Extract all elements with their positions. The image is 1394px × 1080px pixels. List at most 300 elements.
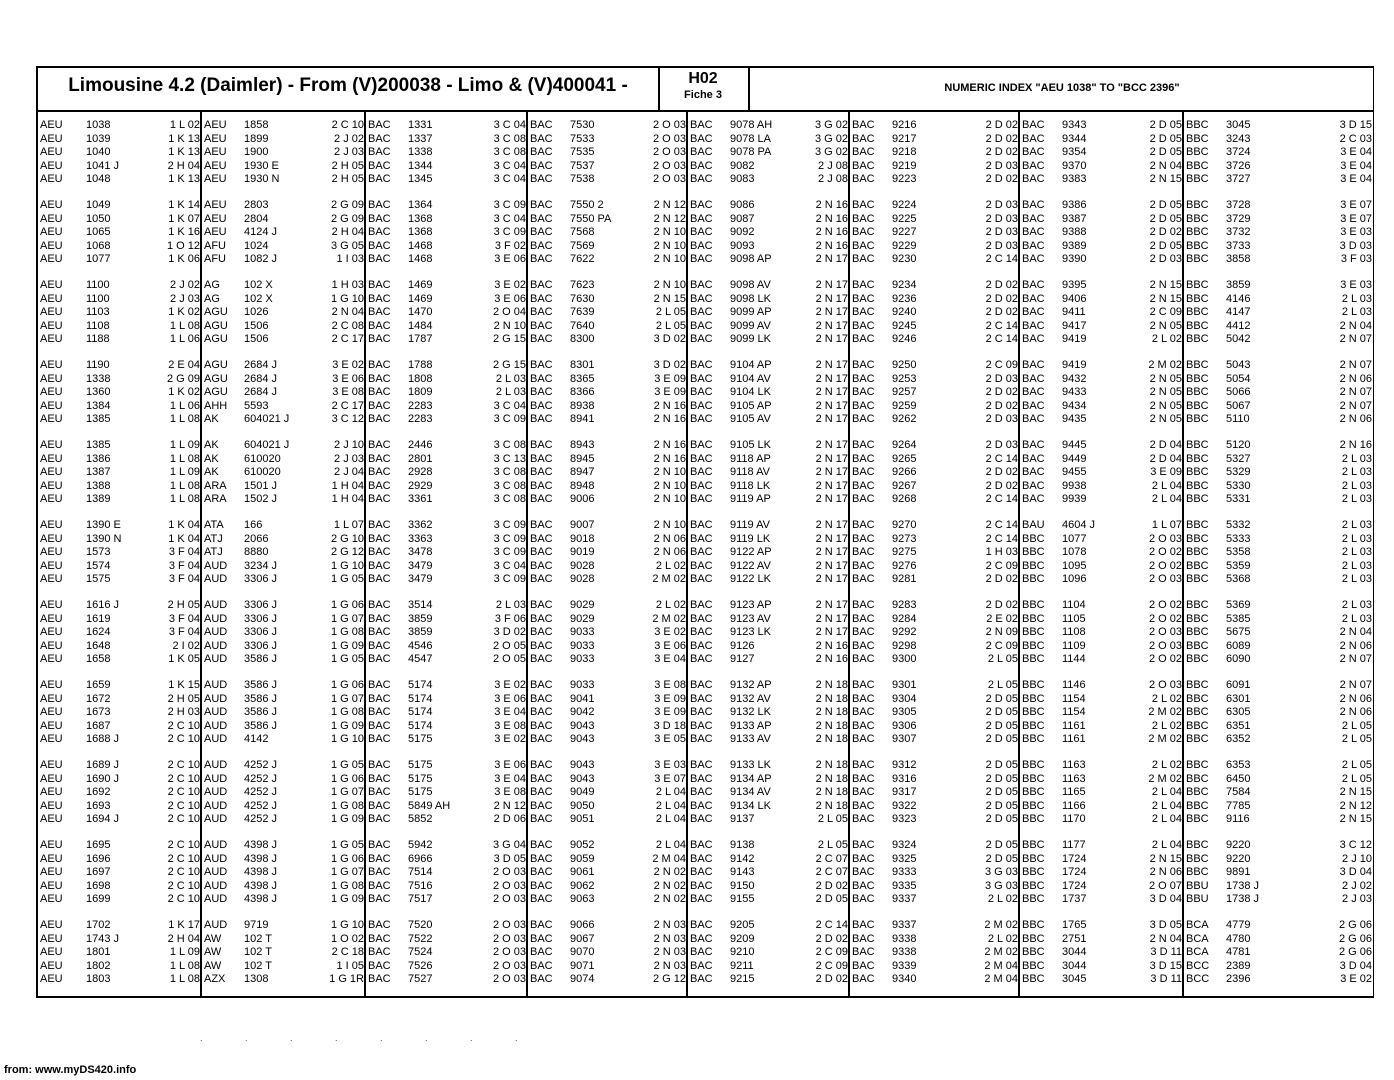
fiche-location: 2 C 07 [815, 852, 848, 865]
part-number: 3729 [1226, 212, 1251, 225]
part-prefix: BAC [530, 679, 553, 691]
fiche-location: 2 C 10 [167, 786, 200, 799]
fiche-location: 2 L 04 [1151, 493, 1182, 506]
part-number: 9298 [892, 639, 917, 652]
part-prefix: BAC [530, 399, 553, 412]
table-row [528, 438, 688, 452]
part-number: 9078 AH [730, 119, 773, 131]
fiche-location: 2 C 10 [167, 893, 200, 906]
part-prefix: AEU [40, 466, 63, 479]
fiche-location: 2 L 04 [1151, 786, 1182, 799]
part-number: 1108 [86, 319, 110, 332]
part-prefix: BBC [1186, 279, 1209, 291]
part-number: 9132 LK [730, 706, 771, 719]
fiche-location: 2 M 02 [1148, 706, 1182, 719]
part-prefix: AUD [204, 612, 228, 625]
part-number: 8300 [570, 333, 595, 346]
part-number: 1040 [86, 146, 111, 159]
part-prefix: AUD [204, 692, 228, 705]
part-number: 3306 J [244, 626, 278, 639]
part-prefix: BAC [1022, 199, 1045, 211]
part-prefix: BAC [690, 612, 713, 625]
part-prefix: BAC [368, 212, 391, 225]
part-number: 9049 [570, 786, 595, 799]
part-number: 1900 [244, 146, 269, 159]
part-number: 604021 J [244, 413, 290, 426]
part-number: 1388 [86, 479, 111, 492]
table-row [528, 118, 688, 132]
part-prefix: BBC [1022, 799, 1045, 812]
part-prefix: BAC [690, 706, 713, 719]
part-number: 1702 [86, 919, 111, 931]
part-number: 7530 [570, 119, 595, 131]
table-row [850, 225, 1020, 239]
table-row [38, 572, 202, 586]
part-prefix: BBC [1022, 719, 1045, 732]
fiche-location: 3 E 09 [654, 386, 686, 399]
table-row [850, 879, 1020, 893]
part-prefix: BBC [1186, 439, 1209, 451]
part-number: 4252 J [244, 786, 278, 799]
table-row [38, 945, 202, 959]
part-number: 9229 [892, 239, 917, 252]
table-row [202, 785, 366, 799]
part-prefix: BAC [368, 386, 391, 399]
fiche-location: 2 D 03 [985, 439, 1018, 451]
part-prefix: BAC [690, 692, 713, 705]
part-prefix: BAC [530, 146, 553, 159]
fiche-location: 3 E 08 [494, 786, 526, 799]
fiche-location: 2 N 03 [653, 959, 686, 972]
part-number: 9275 [892, 546, 917, 559]
part-number: 9043 [570, 719, 595, 732]
part-number: 8941 [570, 413, 595, 426]
part-prefix: BAC [530, 919, 553, 931]
part-number: 1096 [1062, 573, 1087, 586]
fiche-location: 2 N 07 [1339, 399, 1372, 412]
part-prefix: AK [204, 466, 219, 479]
part-prefix: BAC [530, 212, 553, 225]
table-row [202, 559, 366, 573]
part-prefix: AEU [40, 292, 63, 305]
part-prefix: AUD [204, 599, 228, 611]
fiche-location: 2 N 06 [653, 532, 686, 545]
table-row [688, 305, 850, 319]
part-number: 102 X [244, 279, 273, 291]
part-prefix: BBC [1022, 866, 1045, 879]
part-number: 9335 [892, 879, 917, 892]
fiche-location: 2 N 10 [653, 519, 686, 531]
table-row [202, 252, 366, 266]
table-row [850, 252, 1020, 266]
part-prefix: BAC [1022, 439, 1045, 451]
table-row [202, 852, 366, 866]
table-row [1184, 465, 1374, 479]
part-prefix: BAC [690, 359, 713, 371]
table-row [850, 545, 1020, 559]
table-row [528, 879, 688, 893]
fiche-location: 2 N 12 [653, 199, 686, 211]
part-number: 6089 [1226, 639, 1251, 652]
part-prefix: BAC [690, 146, 713, 159]
fiche-location: 2 N 15 [1149, 279, 1182, 291]
fiche-location: 2 D 05 [985, 813, 1018, 826]
part-prefix: BCC [1186, 959, 1210, 972]
part-prefix: AEU [40, 612, 63, 625]
part-prefix: BAC [690, 212, 713, 225]
part-number: 1331 [408, 119, 433, 131]
table-row [1184, 972, 1374, 986]
part-number: 5174 [408, 679, 433, 691]
part-number: 1858 [244, 119, 269, 131]
fiche-location: 2 N 16 [815, 226, 848, 239]
table-row [366, 225, 528, 239]
fiche-location: 2 D 05 [815, 893, 848, 906]
part-number: 9317 [892, 786, 917, 799]
part-number: 9445 [1062, 439, 1087, 451]
table-row [366, 678, 528, 692]
part-number: 1738 J [1226, 893, 1260, 906]
table-row [528, 612, 688, 626]
part-prefix: BAC [690, 292, 713, 305]
table-row [1020, 198, 1184, 212]
part-number: 9043 [570, 733, 595, 746]
fiche-location: 2 D 05 [985, 786, 1018, 799]
part-number: 9268 [892, 493, 917, 506]
table-row [38, 132, 202, 146]
part-prefix: AEU [40, 159, 63, 172]
part-number: 9067 [570, 932, 595, 945]
table-row [528, 145, 688, 159]
part-number: 9939 [1062, 493, 1087, 506]
part-number: 5174 [408, 706, 433, 719]
part-prefix: AEU [40, 692, 63, 705]
part-number: 1041 J [86, 159, 120, 172]
part-prefix: BAC [852, 946, 875, 959]
part-number: 9123 LK [730, 626, 771, 639]
table-row [1020, 612, 1184, 626]
fiche-location: 2 L 03 [1341, 479, 1372, 492]
fiche-location: 2 N 17 [815, 479, 848, 492]
fiche-location: 2 N 10 [653, 479, 686, 492]
part-number: 6352 [1226, 733, 1251, 746]
part-prefix: BAC [690, 399, 713, 412]
table-row [366, 358, 528, 372]
table-row [528, 559, 688, 573]
fiche-location: 2 L 02 [1151, 759, 1182, 771]
fiche-location: 1 H 04 [331, 493, 364, 506]
part-number: 4547 [408, 653, 433, 666]
part-prefix: BAC [530, 932, 553, 945]
part-number: 9122 AV [730, 559, 771, 572]
part-prefix: ATA [204, 519, 224, 531]
table-row [688, 532, 850, 546]
part-prefix: BBC [1186, 159, 1209, 172]
fiche-location: 3 C 08 [493, 146, 526, 159]
fiche-location: 3 C 08 [493, 439, 526, 451]
table-row [1184, 198, 1374, 212]
part-prefix: BBC [1022, 706, 1045, 719]
fiche-location: 2 C 10 [167, 866, 200, 879]
table-row [1184, 879, 1374, 893]
part-prefix: BAC [530, 279, 553, 291]
part-prefix: BBC [1186, 532, 1209, 545]
table-row [688, 159, 850, 173]
table-row [850, 465, 1020, 479]
fiche-location: 2 N 12 [1339, 799, 1372, 812]
part-number: 2751 [1062, 932, 1087, 945]
part-prefix: BAC [368, 653, 391, 666]
table-row [366, 652, 528, 666]
fiche-location: 3 G 03 [984, 866, 1018, 879]
part-number: 1724 [1062, 852, 1087, 865]
fiche-location: 2 N 06 [653, 546, 686, 559]
table-row [1184, 545, 1374, 559]
part-prefix: BBC [1186, 692, 1209, 705]
part-prefix: BAC [368, 132, 391, 145]
fiche-location: 1 L 08 [169, 973, 200, 986]
fiche-location: 3 E 02 [494, 733, 526, 746]
part-prefix: BAC [368, 946, 391, 959]
table-row [366, 479, 528, 493]
table-row [688, 612, 850, 626]
part-number: 9033 [570, 626, 595, 639]
table-row [366, 598, 528, 612]
fiche-location: 2 N 16 [815, 199, 848, 211]
table-row [528, 692, 688, 706]
part-prefix: ATJ [204, 546, 223, 559]
part-number: 9123 AP [730, 599, 772, 611]
table-row [688, 572, 850, 586]
table-row [1020, 705, 1184, 719]
part-number: 9033 [570, 653, 595, 666]
part-prefix: AGU [204, 306, 228, 319]
part-number: 9390 [1062, 253, 1087, 266]
part-number: 9312 [892, 759, 917, 771]
fiche-location: 1 G 05 [330, 759, 364, 771]
part-prefix: BCA [1186, 946, 1209, 959]
part-prefix: AW [204, 959, 222, 972]
fiche-location: 2 C 18 [331, 946, 364, 959]
table-row [38, 239, 202, 253]
part-number: 1190 [86, 359, 110, 371]
part-prefix: BBC [1186, 626, 1209, 639]
fiche-location: 2 D 05 [985, 692, 1018, 705]
part-prefix: BAC [852, 973, 875, 986]
part-number: 7535 [570, 146, 595, 159]
part-number: 9099 AP [730, 306, 772, 319]
table-row [850, 838, 1020, 852]
part-prefix: BAC [852, 919, 875, 931]
part-prefix: BAC [368, 786, 391, 799]
table-row [528, 172, 688, 186]
fiche-location: 3 F 04 [168, 546, 200, 559]
table-row [688, 145, 850, 159]
part-prefix: BAC [530, 372, 553, 385]
fiche-location: 2 O 03 [492, 959, 526, 972]
fiche-location: 2 L 03 [495, 372, 526, 385]
fiche-location: 2 L 03 [1341, 573, 1372, 586]
fiche-location: 2 N 10 [653, 279, 686, 291]
fiche-location: 2 D 02 [985, 479, 1018, 492]
fiche-location: 2 N 07 [1339, 333, 1372, 346]
fiche-location: 2 D 02 [985, 399, 1018, 412]
fiche-location: 1 L 06 [169, 399, 200, 412]
fiche-location: 2 D 04 [1149, 439, 1182, 451]
part-prefix: AEU [204, 146, 227, 159]
part-number: 3479 [408, 559, 433, 572]
part-prefix: BAC [1022, 479, 1045, 492]
part-prefix: BAC [852, 279, 875, 291]
fiche-location: 2 M 02 [652, 573, 686, 586]
part-number: 1724 [1062, 866, 1087, 879]
table-row [202, 118, 366, 132]
fiche-location: 2 N 04 [331, 306, 364, 319]
table-row [688, 372, 850, 386]
table-row [38, 972, 202, 986]
table-row [850, 438, 1020, 452]
table-row [1184, 652, 1374, 666]
part-prefix: AUD [204, 653, 228, 666]
part-prefix: BAC [368, 372, 391, 385]
table-row [688, 932, 850, 946]
part-number: 2446 [408, 439, 433, 451]
part-number: 166 [244, 519, 263, 531]
fiche-location: 2 N 16 [815, 653, 848, 666]
table-row [38, 479, 202, 493]
table-row [366, 292, 528, 306]
part-prefix: BAC [530, 532, 553, 545]
part-prefix: BBC [1022, 786, 1045, 799]
part-prefix: BBC [1186, 466, 1209, 479]
part-number: 7520 [408, 919, 433, 931]
part-prefix: BAC [1022, 319, 1045, 332]
part-number: 9043 [570, 759, 595, 771]
fiche-location: 2 L 03 [1341, 466, 1372, 479]
table-row [1184, 852, 1374, 866]
fiche-location: 2 L 02 [1151, 692, 1182, 705]
part-prefix: BAC [690, 159, 713, 172]
part-prefix: BAC [852, 333, 875, 346]
table-row [528, 598, 688, 612]
part-prefix: BAC [690, 439, 713, 451]
part-number: 4546 [408, 639, 433, 652]
part-number: 1484 [408, 319, 433, 332]
table-row [202, 545, 366, 559]
part-number: 5042 [1226, 333, 1251, 346]
part-prefix: BAC [690, 719, 713, 732]
part-prefix: AUD [204, 893, 228, 906]
part-prefix: BBC [1186, 359, 1209, 371]
table-row [688, 252, 850, 266]
table-row [366, 559, 528, 573]
fiche-location: 2 O 03 [492, 946, 526, 959]
part-number: 7527 [408, 973, 433, 986]
table-row [202, 132, 366, 146]
part-number: 9265 [892, 452, 917, 465]
part-prefix: BBC [1186, 839, 1209, 851]
table-row [366, 932, 528, 946]
fiche-location: 3 E 03 [1340, 226, 1372, 239]
part-prefix: AEU [40, 173, 63, 186]
table-row [528, 639, 688, 653]
table-row [528, 852, 688, 866]
part-prefix: BAC [1022, 239, 1045, 252]
fiche-location: 2 N 06 [1339, 372, 1372, 385]
part-number: 1389 [86, 493, 111, 506]
fiche-location: 2 C 14 [985, 253, 1018, 266]
fiche-location: 2 G 09 [166, 372, 200, 385]
part-prefix: BAC [690, 226, 713, 239]
table-row [1020, 692, 1184, 706]
table-row [1020, 372, 1184, 386]
part-number: 9250 [892, 359, 917, 371]
part-prefix: AEU [40, 719, 63, 732]
part-number: 3514 [408, 599, 433, 611]
part-number: 1692 [86, 786, 111, 799]
part-prefix: BAC [1022, 226, 1045, 239]
fiche-location: 2 D 02 [985, 292, 1018, 305]
table-row [38, 719, 202, 733]
fiche-location: 2 N 17 [815, 493, 848, 506]
table-row [202, 812, 366, 826]
fiche-location: 2 D 03 [985, 372, 1018, 385]
part-number: 9383 [1062, 173, 1087, 186]
part-number: 9323 [892, 813, 917, 826]
part-prefix: BBC [1186, 866, 1209, 879]
fiche-location: 2 J 08 [818, 173, 848, 186]
fiche-location: 2 N 17 [815, 292, 848, 305]
part-prefix: AEU [40, 493, 63, 506]
part-number: 9019 [570, 546, 595, 559]
part-number: 4779 [1226, 919, 1251, 931]
part-prefix: BAC [852, 733, 875, 746]
part-number: 7517 [408, 893, 433, 906]
table-row [38, 625, 202, 639]
table-row [38, 639, 202, 653]
part-prefix: BAC [852, 786, 875, 799]
part-prefix: BCA [1186, 919, 1209, 931]
part-prefix: AEU [40, 452, 63, 465]
part-prefix: AEU [40, 479, 63, 492]
part-number: 1065 [86, 226, 111, 239]
table-row [366, 545, 528, 559]
fiche-location: 2 L 04 [655, 799, 686, 812]
part-prefix: AUD [204, 626, 228, 639]
fiche-location: 3 F 03 [1340, 253, 1372, 266]
part-number: 5369 [1226, 599, 1251, 611]
index-title: NUMERIC INDEX "AEU 1038" TO "BCC 2396" [944, 82, 1180, 94]
fiche-location: 2 D 05 [985, 719, 1018, 732]
fiche-location: 2 O 02 [1148, 546, 1182, 559]
fiche-location: 2 N 04 [1339, 626, 1372, 639]
fiche-location: 2 G 12 [330, 546, 364, 559]
part-number: 1688 J [86, 733, 120, 746]
table-row [688, 625, 850, 639]
part-prefix: BBC [1022, 852, 1045, 865]
part-number: 9134 AP [730, 772, 772, 785]
fiche-location: 3 C 08 [493, 132, 526, 145]
part-number: 1689 J [86, 759, 120, 771]
part-prefix: BAC [368, 919, 391, 931]
part-prefix: AEU [204, 199, 227, 211]
fiche-location: 2 D 02 [815, 932, 848, 945]
part-prefix: BAC [368, 173, 391, 186]
table-row [1020, 118, 1184, 132]
part-prefix: BBC [1022, 546, 1045, 559]
part-number: 7630 [570, 292, 595, 305]
part-number: 1899 [244, 132, 269, 145]
